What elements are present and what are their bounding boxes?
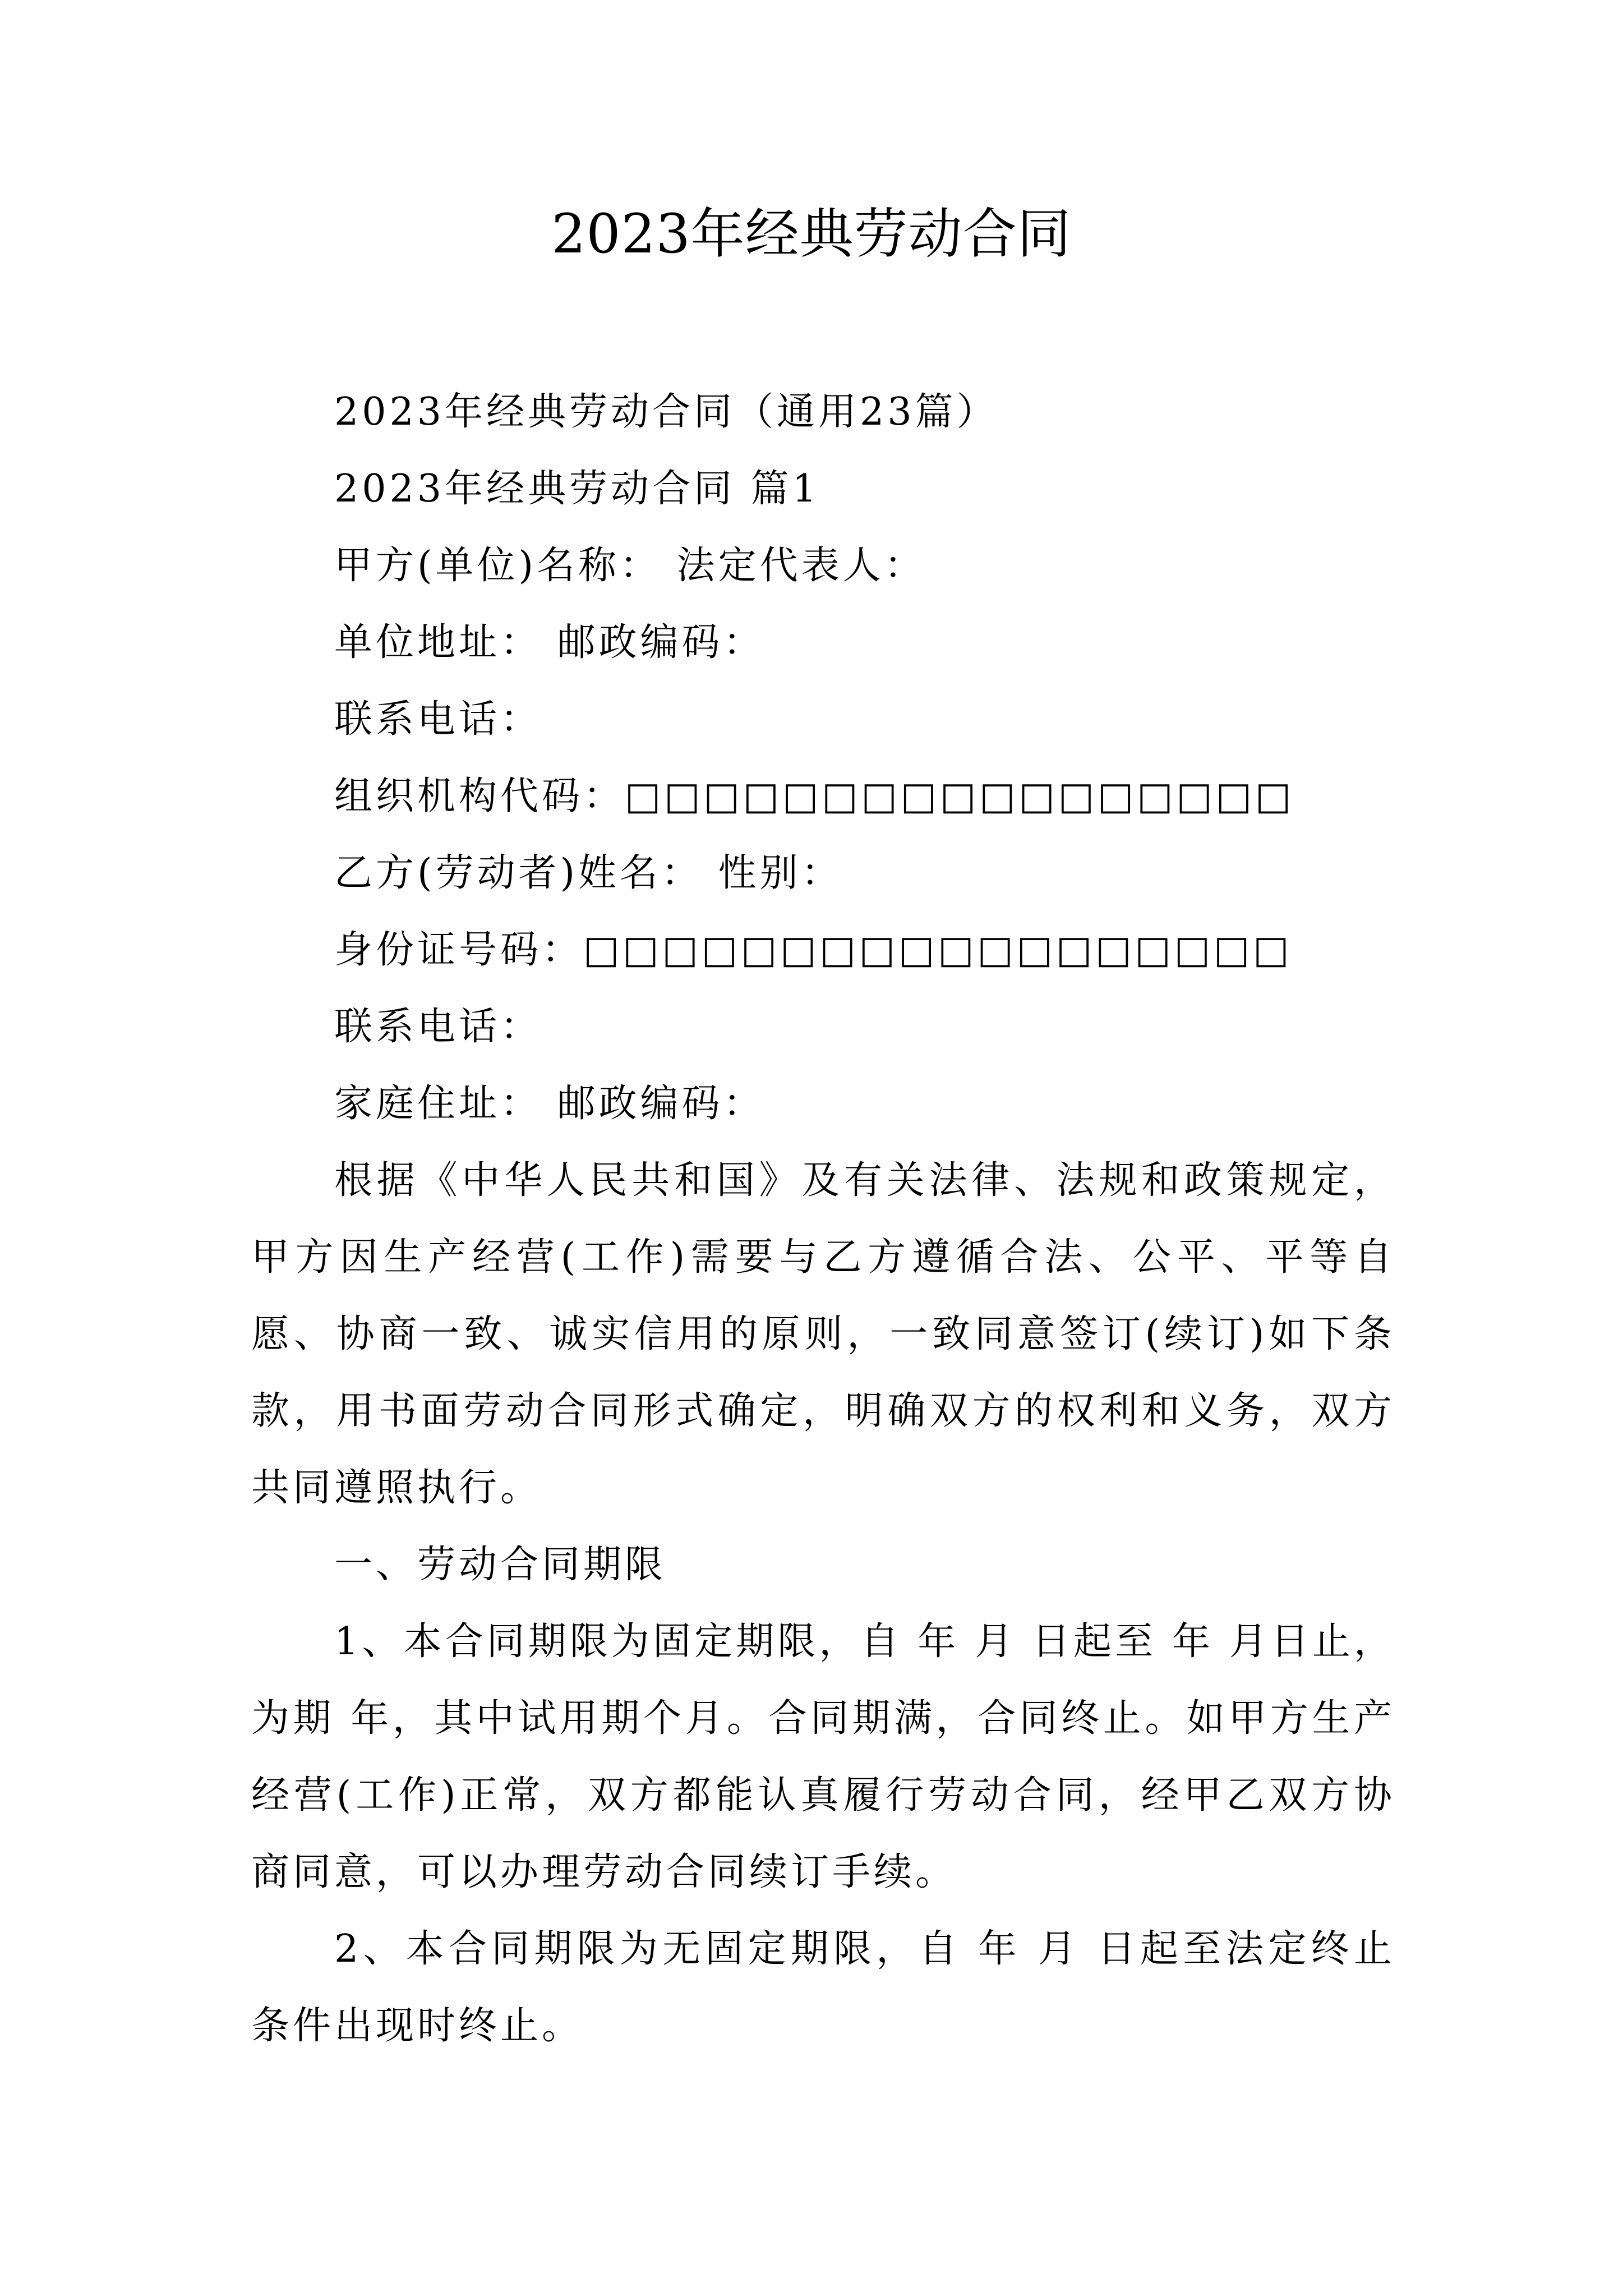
document-title: 2023年经典劳动合同 — [551, 203, 1072, 265]
home-address-field: 家庭住址： 邮政编码： — [334, 1082, 765, 1126]
document-body — [251, 374, 1395, 2064]
party-b-name-field: 乙方(劳动者)姓名： 性别： — [334, 851, 843, 895]
id-number-field: 身份证号码：□□□□□□□□□□□□□□□□□□ — [334, 928, 1293, 972]
document-subtitle: 2023年经典劳动合同（通用23篇） — [334, 390, 998, 434]
party-a-phone-field: 联系电话： — [334, 697, 542, 742]
clause-1-item-1: 1、本合同期限为固定期限，自 年 月 日起至 年 月日止，为期 年，其中试用期个月。合同期满，合同终止。如甲方生产经营(工作)正常，双方都能认真履行劳动合同，经甲乙双方协商同意，可以办理劳动合同续订手续。 — [251, 1619, 1395, 1894]
party-b-phone-field: 联系电话： — [334, 1005, 542, 1049]
clause-1-item-2: 2、本合同期限为无固定期限，自 年 月 日起至法定终止条件出现时终止。 — [251, 1927, 1395, 2048]
section-heading: 2023年经典劳动合同 篇1 — [334, 467, 820, 511]
party-a-name-field: 甲方(单位)名称： 法定代表人： — [334, 544, 926, 588]
org-code-field: 组织机构代码：□□□□□□□□□□□□□□□□□ — [334, 774, 1295, 818]
preamble-paragraph: 根据《中华人民共和国》及有关法律、法规和政策规定，甲方因生产经营(工作)需要与乙方遵循合法、公平、平等自愿、协商一致、诚实信用的原则，一致同意签订(续订)如下条款，用书面劳动合同形式确定，明确双方的权利和义务，双方共同遵照执行。 — [251, 1158, 1395, 1510]
unit-address-field: 单位地址： 邮政编码： — [334, 620, 765, 665]
clause-1-heading: 一、劳动合同期限 — [334, 1543, 667, 1587]
